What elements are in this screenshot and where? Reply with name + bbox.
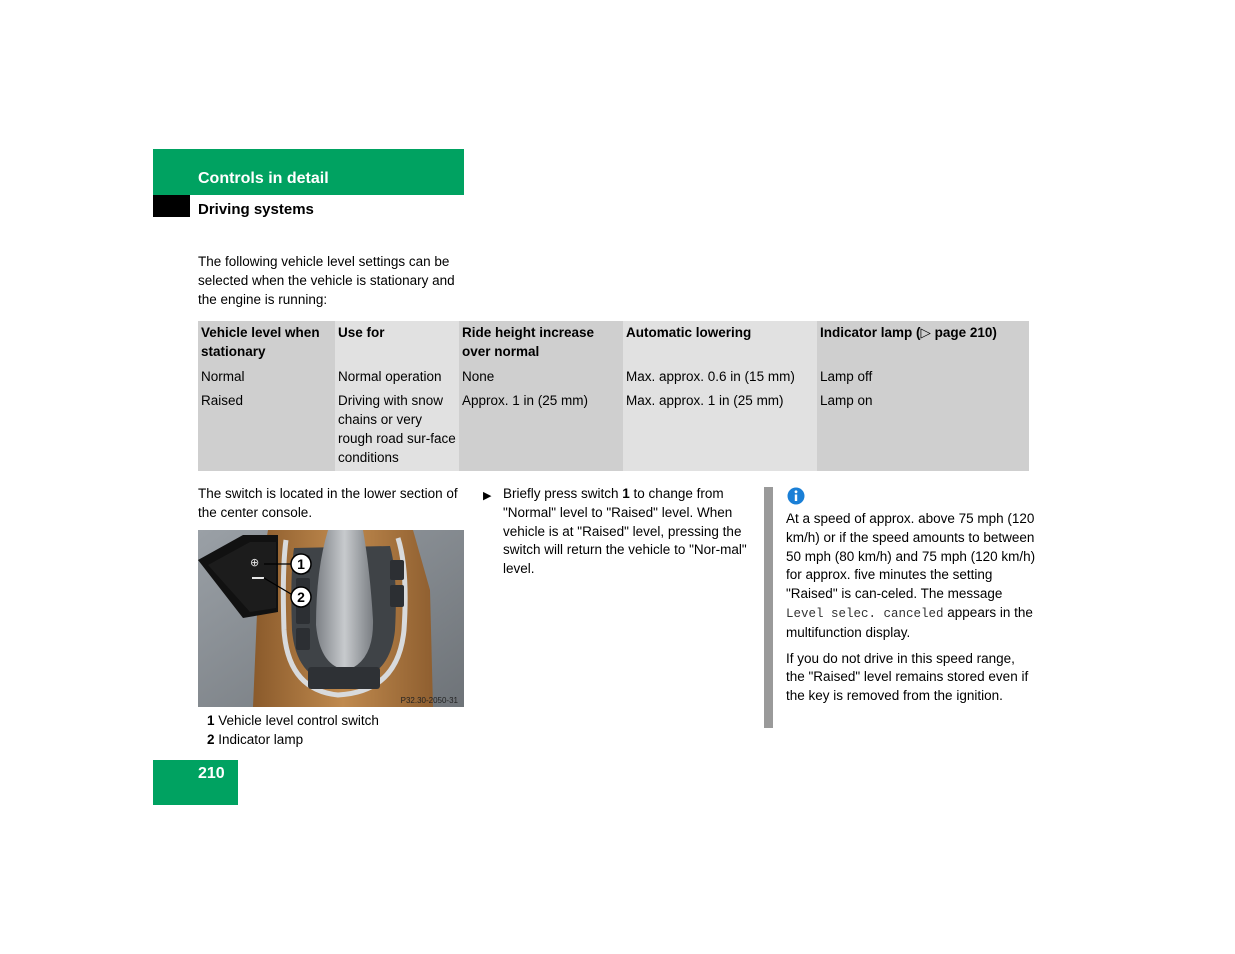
table-cell: Approx. 1 in (25 mm) [462,393,589,408]
subsection-marker [153,195,190,217]
info-icon [787,487,805,505]
center-console-photo [198,530,464,707]
legend-text: Indicator lamp [218,731,304,747]
table-cell: Normal operation [338,369,442,384]
vehicle-level-table [198,321,1029,471]
info-paragraph-1 [786,510,1036,643]
table-cell: Raised [201,393,244,408]
center-console-illustration [198,530,464,707]
table-cell: Max. approx. 1 in (25 mm) [626,393,784,408]
table-header-cell: Vehicle level when stationary [201,325,320,359]
svg-text:⊕: ⊕ [250,556,260,569]
table-header-cell: Ride height increase over normal [462,325,595,359]
table-header-cell: Use for [338,325,385,340]
callout-2-label: 2 [297,589,305,605]
bullet-arrow-icon: ▶ [483,490,492,502]
section-title: Controls in detail [198,170,329,187]
legend-num: 2 [207,731,215,747]
display-message: Level selec. canceled [786,606,944,621]
table-cell: Lamp on [820,393,873,408]
instruction-part: to change from "Normal" level to "Raised" level. When vehicle is at "Raised" level, pressing the switch will return the vehicle to "Nor-mal" level. [503,486,747,577]
table-cell: Max. approx. 0.6 in (15 mm) [626,369,795,384]
instruction-switch-number: 1 [622,486,630,501]
info-paragraph-2: If you do not drive in this speed range, the "Raised" level remains stored even if the key is removed from the ignition. [786,650,1029,704]
info-text-part: appears in the multifunction display. [786,604,1033,640]
subsection-title: Driving systems [198,201,314,218]
table-cell: Lamp off [820,369,873,384]
photo-legend [207,712,379,749]
table-header-cell: Indicator lamp (▷ page 210) [820,325,997,340]
table-cell: Normal [201,369,245,384]
info-text [786,510,1036,706]
table-cell: Driving with snow chains or very rough road sur-face conditions [338,393,456,465]
legend-text: Vehicle level control switch [218,713,379,728]
info-text-part: At a speed of approx. above 75 mph (120 km/h) or if the speed amounts to between 50 mph (80 km/h) and 75 mph (120 km/h) for approx. five minutes the setting "Raised" is can-celed. The message [786,511,1036,602]
info-sidebar-bar [764,487,773,728]
legend-item [207,712,379,731]
table-header-cell: Automatic lowering [626,325,752,340]
page-number-box [153,760,238,805]
intro-paragraph: The following vehicle level settings can be selected when the vehicle is stationary and the engine is running: [198,254,455,307]
legend-num: 1 [207,713,215,728]
switch-location-text: The switch is located in the lower section of the center console. [198,486,458,520]
photo-code: P32.30-2050-31 [400,696,458,705]
instruction-text [503,485,751,579]
callout-1-label: 1 [297,556,305,572]
table-cell: None [462,369,495,384]
page-number: 210 [198,765,225,782]
instruction-part: Briefly press switch [503,486,623,501]
legend-item [207,731,379,750]
